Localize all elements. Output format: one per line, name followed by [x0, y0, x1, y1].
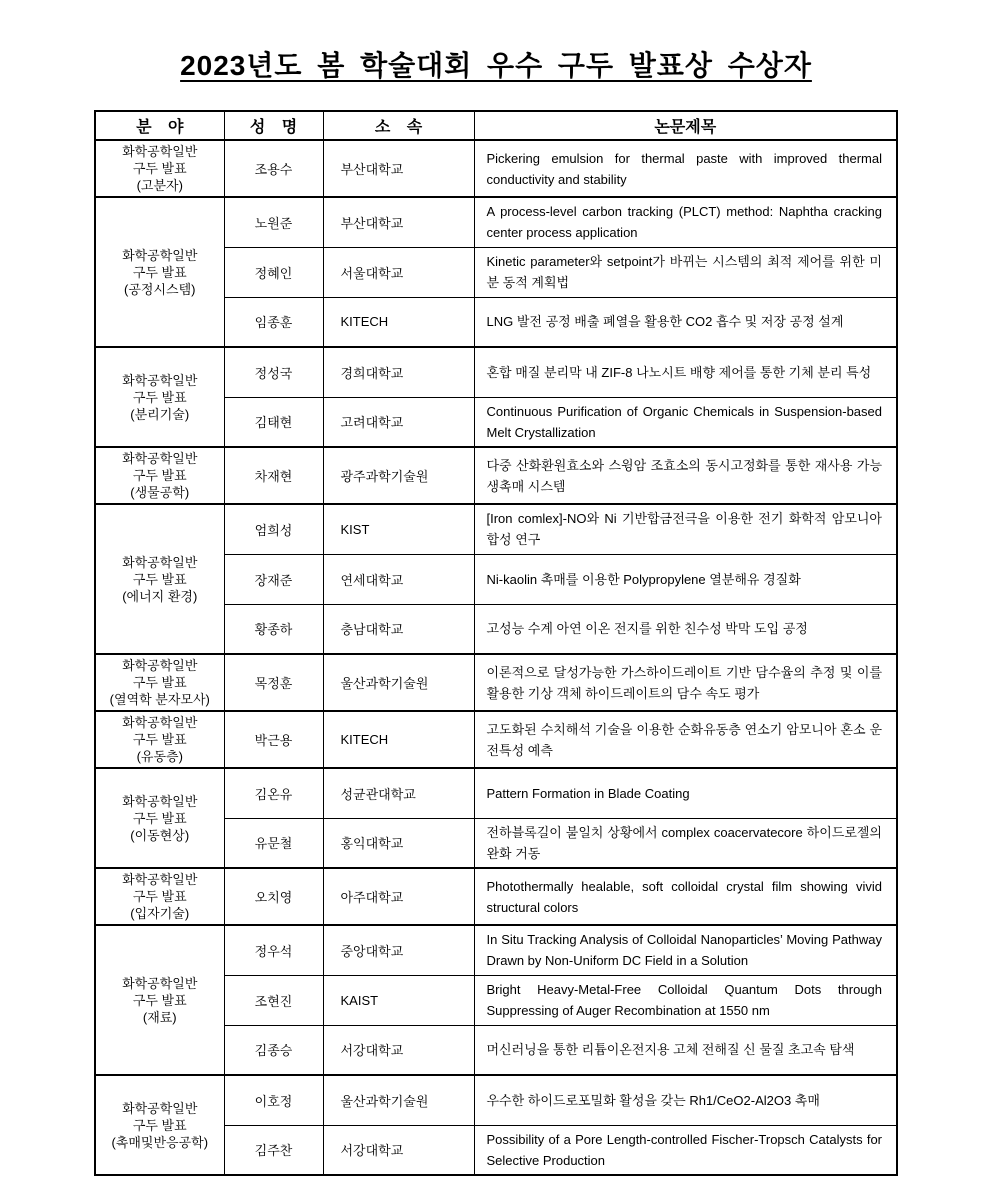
name-cell: 장재준 — [224, 554, 323, 604]
paper-title-cell: 고성능 수계 아연 이온 전지를 위한 친수성 박막 도입 공정 — [474, 604, 897, 654]
field-line: 구두 발표 — [132, 889, 187, 904]
affiliation-cell: 충남대학교 — [323, 604, 474, 654]
field-line: 구두 발표 — [132, 571, 187, 587]
paper-title-cell: 우수한 하이드로포밀화 활성을 갖는 Rh1/CeO2-Al2O3 촉매 — [474, 1075, 897, 1125]
field-line: 화학공학일반 — [122, 715, 198, 730]
table-row — [95, 447, 897, 504]
affiliation-cell: 울산과학기술원 — [323, 654, 474, 711]
field-cell — [95, 868, 224, 925]
field-line: 화학공학일반 — [122, 1100, 198, 1116]
table-row — [95, 654, 897, 711]
affiliation-cell: KIST — [323, 504, 474, 554]
field-line: 구두 발표 — [132, 732, 187, 747]
paper-title-cell: Possibility of a Pore Length-controlled Fischer-Tropsch Catalysts for Selective Production — [474, 1125, 897, 1175]
header-cell-paper-title: 논문제목 — [474, 111, 897, 140]
field-cell — [95, 504, 224, 654]
affiliation-cell: 부산대학교 — [323, 140, 474, 197]
field-line: 화학공학일반 — [122, 451, 198, 466]
table-row — [95, 140, 897, 197]
affiliation-cell: 경희대학교 — [323, 347, 474, 397]
name-cell: 정성국 — [224, 347, 323, 397]
name-cell: 조용수 — [224, 140, 323, 197]
field-line: 화학공학일반 — [122, 975, 198, 991]
affiliation-cell: 아주대학교 — [323, 868, 474, 925]
name-cell: 정우석 — [224, 925, 323, 975]
field-cell — [95, 654, 224, 711]
page-title-text: 2023년도 봄 학술대회 우수 구두 발표상 수상자 — [180, 50, 812, 81]
affiliation-cell: KITECH — [323, 711, 474, 768]
awards-table-body — [95, 140, 897, 1175]
field-line: 구두 발표 — [132, 810, 187, 826]
affiliation-cell: 광주과학기술원 — [323, 447, 474, 504]
table-row — [95, 925, 897, 975]
paper-title-cell: 이론적으로 달성가능한 가스하이드레이트 기반 담수율의 추정 및 이를 활용한 기상 객체 하이드레이트의 담수 속도 평가 — [474, 654, 897, 711]
field-line: (열역학 분자모사) — [109, 692, 210, 707]
paper-title-cell: Bright Heavy-Metal-Free Colloidal Quantum Dots through Suppressing of Auger Recombination at 1550 nm — [474, 975, 897, 1025]
field-line: 구두 발표 — [132, 675, 187, 690]
table-row — [95, 504, 897, 554]
name-cell: 차재현 — [224, 447, 323, 504]
table-row — [95, 768, 897, 818]
field-line: 화학공학일반 — [122, 658, 198, 673]
field-cell — [95, 140, 224, 197]
field-cell — [95, 447, 224, 504]
field-line: (촉매및반응공학) — [111, 1134, 209, 1150]
header-cell-affiliation: 소 속 — [323, 111, 474, 140]
paper-title-cell: LNG 발전 공정 배출 폐열을 활용한 CO2 흡수 및 저장 공정 설계 — [474, 297, 897, 347]
table-row — [95, 1075, 897, 1125]
header-cell-field: 분 야 — [95, 111, 224, 140]
page-title — [0, 0, 992, 84]
paper-title-cell: Continuous Purification of Organic Chemicals in Suspension-based Melt Crystallization — [474, 397, 897, 447]
field-line: (유동층) — [136, 749, 183, 764]
field-cell — [95, 347, 224, 447]
field-line: (생물공학) — [130, 485, 190, 500]
affiliation-cell: 중앙대학교 — [323, 925, 474, 975]
name-cell: 박근용 — [224, 711, 323, 768]
name-cell: 노원준 — [224, 197, 323, 247]
name-cell: 이호정 — [224, 1075, 323, 1125]
field-line: 화학공학일반 — [122, 554, 198, 570]
paper-title-cell: A process-level carbon tracking (PLCT) method: Naphtha cracking center process application — [474, 197, 897, 247]
paper-title-cell: 전하블록길이 불일치 상황에서 complex coacervatecore 하이드로젤의 완화 거동 — [474, 818, 897, 868]
awards-table-header — [95, 111, 897, 140]
name-cell: 김태현 — [224, 397, 323, 447]
field-line: (고분자) — [136, 178, 183, 193]
paper-title-cell: 혼합 매질 분리막 내 ZIF-8 나노시트 배향 제어를 통한 기체 분리 특성 — [474, 347, 897, 397]
paper-title-cell: [Iron comlex]-NO와 Ni 기반합금전극을 이용한 전기 화학적 암모니아 합성 연구 — [474, 504, 897, 554]
header-cell-name: 성 명 — [224, 111, 323, 140]
table-row — [95, 711, 897, 768]
affiliation-cell: KITECH — [323, 297, 474, 347]
table-row — [95, 197, 897, 247]
field-line: 구두 발표 — [132, 264, 187, 280]
name-cell: 김종승 — [224, 1025, 323, 1075]
field-cell — [95, 925, 224, 1075]
name-cell: 목정훈 — [224, 654, 323, 711]
paper-title-cell: Kinetic parameter와 setpoint가 바뀌는 시스템의 최적 제어를 위한 미분 동적 계획법 — [474, 247, 897, 297]
name-cell: 정혜인 — [224, 247, 323, 297]
paper-title-cell: Pattern Formation in Blade Coating — [474, 768, 897, 818]
table-row — [95, 868, 897, 925]
field-cell — [95, 197, 224, 347]
paper-title-cell: In Situ Tracking Analysis of Colloidal Nanoparticles’ Moving Pathway Drawn by Non-Uniform DC Field in a Solution — [474, 925, 897, 975]
name-cell: 임종훈 — [224, 297, 323, 347]
name-cell: 김온유 — [224, 768, 323, 818]
header-row — [95, 111, 897, 140]
affiliation-cell: 홍익대학교 — [323, 818, 474, 868]
field-line: (공정시스템) — [124, 281, 196, 297]
affiliation-cell: 서강대학교 — [323, 1125, 474, 1175]
affiliation-cell: 부산대학교 — [323, 197, 474, 247]
name-cell: 유문철 — [224, 818, 323, 868]
name-cell: 엄희성 — [224, 504, 323, 554]
affiliation-cell: 울산과학기술원 — [323, 1075, 474, 1125]
field-line: (입자기술) — [130, 906, 190, 921]
field-line: 화학공학일반 — [122, 144, 198, 159]
affiliation-cell: 연세대학교 — [323, 554, 474, 604]
field-line: (이동현상) — [130, 827, 190, 843]
paper-title-cell: Pickering emulsion for thermal paste with improved thermal conductivity and stability — [474, 140, 897, 197]
field-line: 구두 발표 — [132, 992, 187, 1008]
field-line: 화학공학일반 — [122, 372, 198, 388]
field-line: 구두 발표 — [132, 389, 187, 405]
field-line: 구두 발표 — [132, 161, 187, 176]
table-row — [95, 347, 897, 397]
affiliation-cell: 고려대학교 — [323, 397, 474, 447]
field-line: (분리기술) — [130, 406, 190, 422]
field-line: (재료) — [142, 1009, 177, 1025]
paper-title-cell: 다중 산화환원효소와 스윙암 조효소의 동시고정화를 통한 재사용 가능 생촉매 시스템 — [474, 447, 897, 504]
affiliation-cell: 서울대학교 — [323, 247, 474, 297]
field-cell — [95, 768, 224, 868]
field-line: (에너지 환경) — [122, 588, 198, 604]
field-line: 구두 발표 — [132, 468, 187, 483]
field-line: 구두 발표 — [132, 1117, 187, 1133]
name-cell: 조현진 — [224, 975, 323, 1025]
paper-title-cell: Ni-kaolin 촉매를 이용한 Polypropylene 열분해유 경질화 — [474, 554, 897, 604]
affiliation-cell: 서강대학교 — [323, 1025, 474, 1075]
field-line: 화학공학일반 — [122, 793, 198, 809]
field-cell — [95, 1075, 224, 1175]
name-cell: 황종하 — [224, 604, 323, 654]
name-cell: 오치영 — [224, 868, 323, 925]
affiliation-cell: 성균관대학교 — [323, 768, 474, 818]
paper-title-cell: 머신러닝을 통한 리튬이온전지용 고체 전해질 신 물질 초고속 탐색 — [474, 1025, 897, 1075]
paper-title-cell: Photothermally healable, soft colloidal crystal film showing vivid structural colors — [474, 868, 897, 925]
paper-title-cell: 고도화된 수치해석 기술을 이용한 순화유동층 연소기 암모니아 혼소 운전특성 예측 — [474, 711, 897, 768]
field-cell — [95, 711, 224, 768]
awards-table — [94, 110, 898, 1176]
field-line: 화학공학일반 — [122, 872, 198, 887]
field-line: 화학공학일반 — [122, 247, 198, 263]
name-cell: 김주찬 — [224, 1125, 323, 1175]
affiliation-cell: KAIST — [323, 975, 474, 1025]
